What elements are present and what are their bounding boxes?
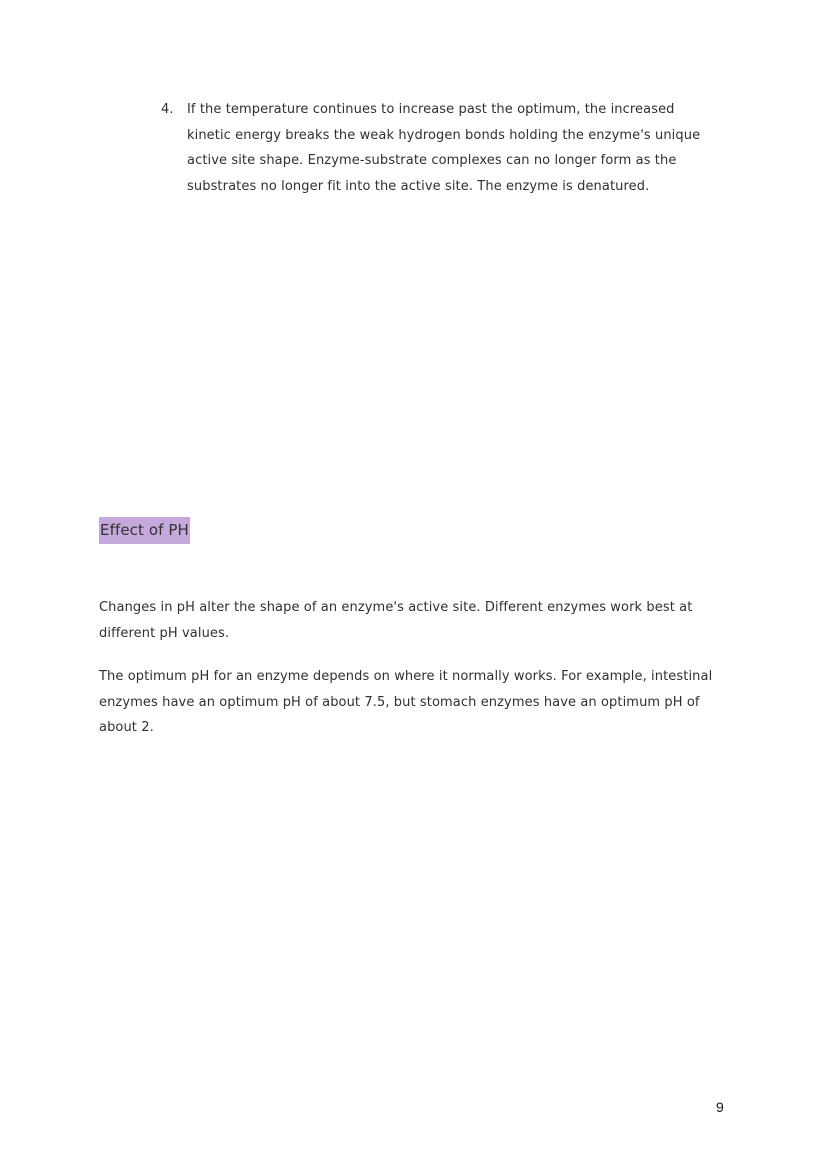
list-item-text: If the temperature continues to increase past the optimum, the increased kinetic energy breaks the weak hydrogen bonds holding the enzyme's unique active site shape. Enzyme-substrate complexes can no longer form as the substrates no longer fit into the active site. The enzyme is denatured. [187,102,701,194]
list-item-number: 4. [161,102,174,117]
numbered-list-item [161,97,721,199]
page-number: 9 [716,1099,724,1115]
section-heading: Effect of PH [99,517,190,544]
paragraph-optimum-ph: The optimum pH for an enzyme depends on where it normally works. For example, intestinal enzymes have an optimum pH of about 7.5, but stomach enzymes have an optimum pH of about 2. [99,669,713,735]
paragraph-ph-shape: Changes in pH alter the shape of an enzyme's active site. Different enzymes work best at different pH values. [99,600,693,641]
